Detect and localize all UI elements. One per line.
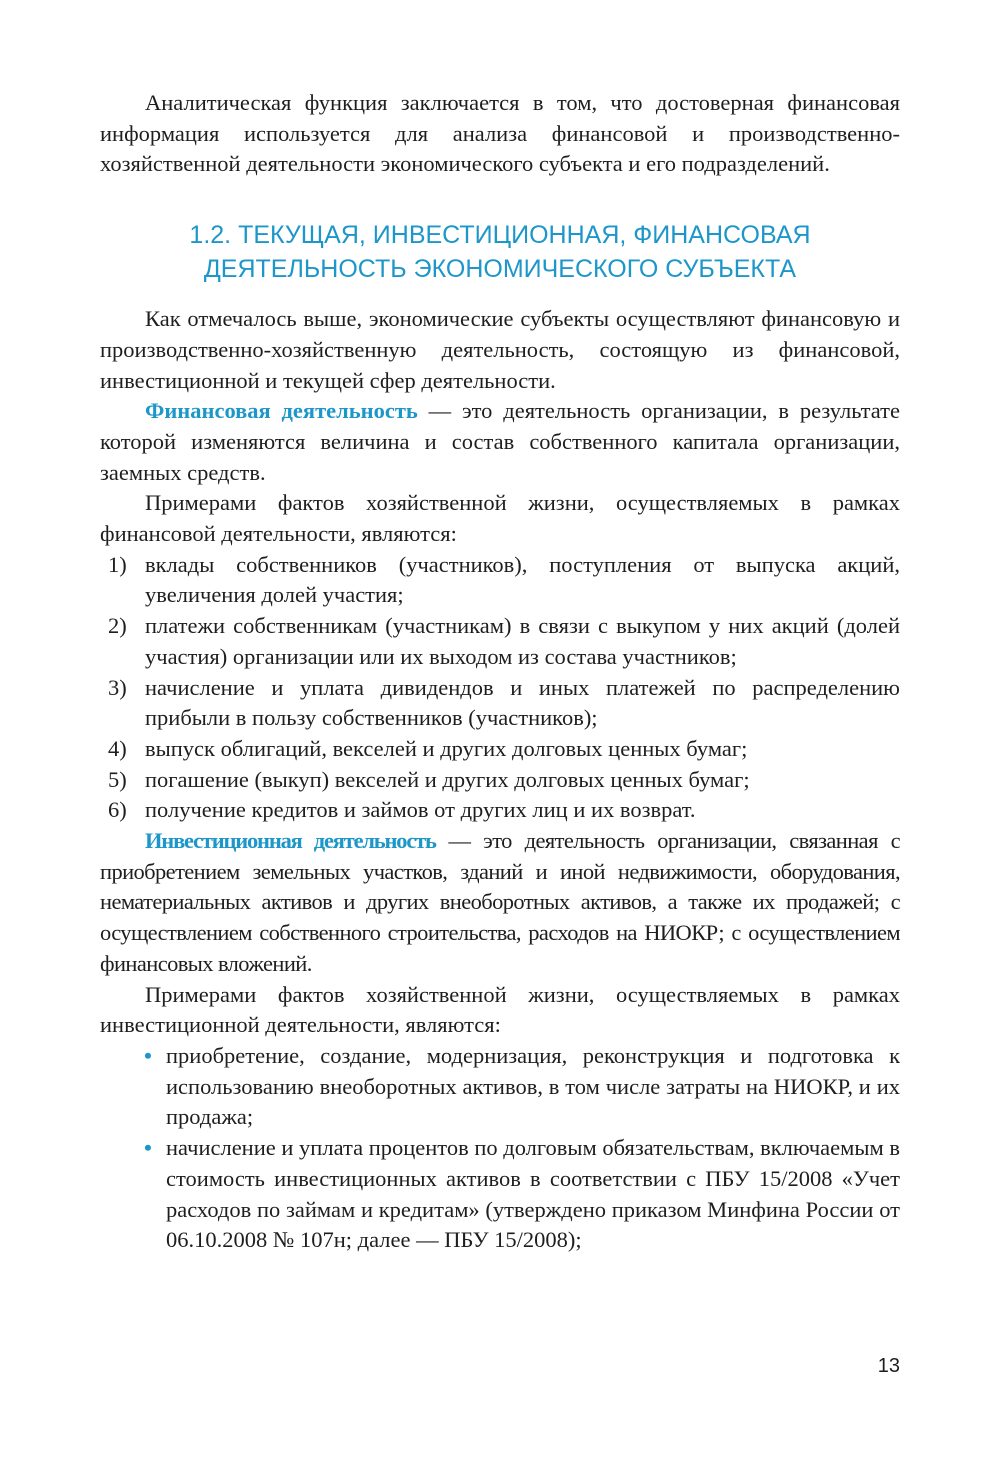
list-item — [100, 795, 900, 826]
investment-examples-list — [100, 1041, 900, 1256]
list-item-number: 2) — [108, 613, 127, 639]
investment-examples-intro: Примерами фактов хозяйственной жизни, осуществляемых в рамках инвестиционной деятельности, являются: — [100, 981, 900, 1038]
financial-definition: — это деятельность организации, в результате которой изменяются величина и состав собственного капитала организации, заемных средств. — [100, 398, 900, 485]
list-item — [100, 673, 900, 734]
list-item-number: 5) — [108, 766, 127, 792]
list-item — [100, 1133, 900, 1256]
section-heading-line2: ДЕЯТЕЛЬНОСТЬ ЭКОНОМИЧЕСКОГО СУБЪЕКТА — [203, 255, 797, 284]
list-item — [100, 765, 900, 796]
financial-definition-paragraph — [100, 396, 900, 488]
list-item-number: 3) — [108, 674, 127, 700]
list-item-text: получение кредитов и займов от других лиц и их возврат. — [145, 797, 696, 823]
list-item-text: погашение (выкуп) векселей и других долговых ценных бумаг; — [145, 766, 750, 792]
list-item-text: выпуск облигаций, векселей и других долговых ценных бумаг; — [145, 735, 748, 761]
investment-definition: — это деятельность организации, связанная с приобретением земельных участков, зданий и иной недвижимости, оборудования, нематериальных активов и других внеоборотных активов, а также их продажей; с осуществлением собственного строительства, расходов на НИОКР; с осуществлением финансовых вложений. — [100, 828, 900, 976]
list-item — [100, 1041, 900, 1133]
financial-examples-intro: Примерами фактов хозяйственной жизни, осуществляемых в рамках финансовой деятельности, являются: — [100, 490, 900, 547]
investment-definition-paragraph — [100, 826, 900, 980]
list-item-text: начисление и уплата дивидендов и иных платежей по распределению прибыли в пользу собственников (участников); — [145, 674, 900, 731]
financial-term: Финансовая деятельность — [145, 398, 418, 424]
overview-paragraph: Как отмечалось выше, экономические субъекты осуществляют финансовую и производственно-хозяйственную деятельность, состоящую из финансовой, инвестиционной и текущей сфер деятельности. — [100, 306, 900, 393]
list-item-text: вклады собственников (участников), поступления от выпуска акций, увеличения долей участия; — [145, 551, 900, 608]
list-item — [100, 611, 900, 672]
intro-paragraph: Аналитическая функция заключается в том, что достоверная финансовая информация используется для анализа финансовой и производственно-хозяйственной деятельности экономического субъекта и его подразделений. — [100, 90, 900, 177]
list-item-number: 4) — [108, 735, 127, 761]
section-heading — [100, 218, 900, 286]
list-item-number: 1) — [108, 551, 127, 577]
bullet-icon: • — [144, 1042, 152, 1068]
page-number: 13 — [877, 1355, 900, 1377]
list-item — [100, 734, 900, 765]
list-item — [100, 550, 900, 611]
list-item-text: платежи собственникам (участникам) в связи с выкупом у них акций (долей участия) организации или их выходом из состава участников; — [145, 613, 900, 669]
bullet-icon: • — [144, 1135, 152, 1161]
investment-term: Инвестиционная деятельность — [145, 828, 436, 854]
list-item-text: приобретение, создание, модернизация, реконструкция и подготовка к использованию внеоборотных активов, в том числе затраты на НИОКР, и их продажа; — [166, 1042, 900, 1130]
page-content — [100, 88, 900, 1256]
list-item-text: начисление и уплата процентов по долговым обязательствам, включаемым в стоимость инвестиционных активов в соответствии с ПБУ 15/2008 «Учет расходов по займам и кредитам» (утверждено приказом Минфина России от 06.10.2008 № 107н; далее — ПБУ 15/2008); — [166, 1135, 900, 1253]
section-heading-line1: 1.2. ТЕКУЩАЯ, ИНВЕСТИЦИОННАЯ, ФИНАНСОВАЯ — [189, 221, 811, 250]
list-item-number: 6) — [108, 797, 127, 823]
financial-examples-list — [100, 550, 900, 826]
